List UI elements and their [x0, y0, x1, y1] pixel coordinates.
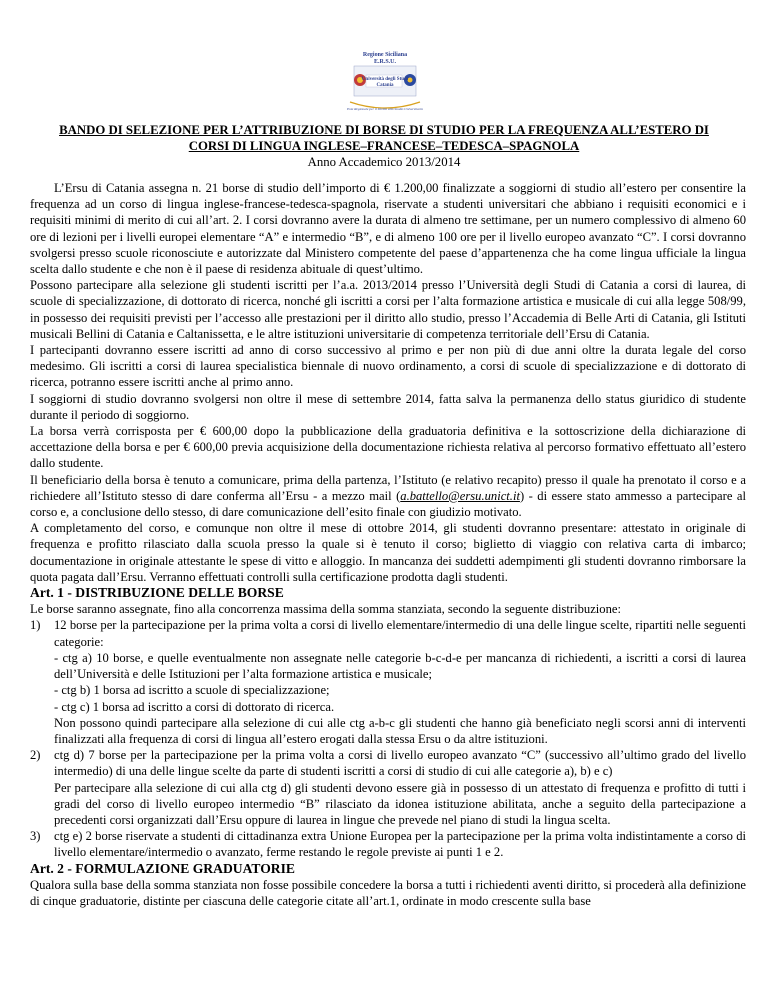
- intro-paragraph-6: [30, 472, 746, 521]
- art2-text: Qualora sulla base della somma stanziata non fosse possibile concedere la borsa a tutti i richiedenti aventi diritto, si procederà alla definizione di cinque graduatorie, distinte per ciascuna delle categorie citate all’art.1, ordinate in modo crescente sulla base: [30, 877, 746, 908]
- art1-title: Art. 1 - DISTRIBUZIONE DELLE BORSE: [30, 585, 284, 601]
- title-line-1: BANDO DI SELEZIONE PER L’ATTRIBUZIONE DI BORSE DI STUDIO PER LA FREQUENZA ALL’ESTERO DI: [59, 123, 709, 137]
- document-body: [30, 180, 746, 909]
- intro-paragraph-3: I partecipanti dovranno essere iscritti ad anno di corso successivo al primo e per non più di due anni oltre la durata legale del corso medesimo. Gli iscritti a corsi di laurea specialistica biennale di nuovo ordinamento, a corsi di scuole di specializzazione e di dottorato di ricerca, potranno essere iscritti anche al primo anno.: [30, 343, 746, 390]
- distribution-item-3: [30, 828, 746, 860]
- item-3-number: 3): [30, 829, 41, 844]
- item-1-text: 12 borse per la partecipazione per la prima volta a corsi di livello elementare/intermedio di una delle lingue scelte, ripartiti nelle seguenti categorie:: [54, 618, 746, 649]
- intro-paragraph-4: I soggiorni di studio dovranno svolgersi non oltre il mese di settembre 2014, fatta salva la permanenza dello status giuridico di studente durante il periodo di soggiorno.: [30, 391, 746, 422]
- logo-line-2: E.R.S.U.: [373, 59, 396, 65]
- ctg-c-text: - ctg c) 1 borsa ad iscritto a corsi di dottorato di ricerca.: [54, 699, 335, 714]
- title-line-2: CORSI DI LINGUA INGLESE–FRANCESE–TEDESCA–SPAGNOLA: [188, 139, 580, 153]
- item-2-note: Per partecipare alla selezione di cui alla ctg d) gli studenti devono essere già in possesso di un attestato di frequenza e profitto di tutti i gradi del corso di livello europeo intermedio “B” rilasciato da idonea istituzione abilitata, anche a seguito della partecipazione a precedenti corsi organizzati dall’Ersu oppure di laurea in lingue che prevede nel piano di studi la lingua scelta.: [54, 780, 746, 827]
- p6-text-before: Il beneficiario della borsa è tenuto a comunicare, prima della partenza, l’Istituto (e relativo recapito) presso il quale ha prenotato il corso e a richiedere all’Istituto stesso di dare conferma all’Ersu - a mezzo mail (: [30, 472, 746, 503]
- item-2-text: ctg d) 7 borse per la partecipazione per la prima volta a corsi di livello europeo avanzato “C” (successivo all’ultimo grado del livello intermedio) di una delle lingue scelte da parte di studenti iscritti a corsi di studio di cui alle categorie a), b) e c): [54, 748, 746, 779]
- distribution-item-2: [30, 747, 746, 828]
- distribution-list: [30, 617, 746, 860]
- academic-year: Anno Accademico 2013/2014: [307, 155, 461, 169]
- ctg-b-text: - ctg b) 1 borsa ad iscritto a scuole di specializzazione;: [54, 683, 330, 698]
- email-link[interactable]: a.battello@ersu.unict.it: [400, 488, 520, 503]
- logo-line-1: Regione Siciliana: [362, 52, 408, 58]
- intro-paragraph-2: Possono partecipare alla selezione gli studenti iscritti per l’a.a. 2013/2014 presso l’Università degli Studi di Catania a corsi di laurea, di scuole di specializzazione, di dottorato di ricerca, nonché gli iscritti a corsi per l’alta formazione artistica e musicale di cui alla legge 508/99, in possesso dei requisiti previsti per l’accesso alle prestazioni per il diritto allo studio, presso l’Accademia di Belle Arti di Catania, gli Istituti musicali Bellini di Catania e Caltanissetta, e le altre istituzioni universitarie di competenza territoriale dell’Ersu di Catania.: [30, 278, 746, 341]
- p6-text-after: ) - di essere stato ammesso a partecipare al corso e, a conclusione dello stesso, di dare comunicazione dell’esito finale con giudizio motivato.: [30, 488, 746, 520]
- item-1-number: 1): [30, 618, 41, 633]
- intro-paragraph-1: L’Ersu di Catania assegna n. 21 borse di studio dell’importo di € 1.200,00 finalizzate a soggiorni di studio all’estero per consentire la frequenza ad un corso di lingua inglese-francese-tedesca-spagnola, riservate a studenti universitari che abbiano i requisiti economici e i requisiti minimi di merito di cui all’art. 2. I corsi dovranno avere la durata di almeno tre settimane, per un numero complessivo di almeno 60 ore di lezioni per i livelli europei elementare “A” e intermedio “B”, e di almeno 100 ore per il livello europeo avanzato “C”. I corsi dovranno svolgersi presso scuole riconosciute e autorizzate dal Ministero competente del paese d’appartenenza che ha come lingua ufficiale la lingua scelta dallo studente e che non è il paese di residenza abituale di quest’ultimo.: [30, 181, 746, 277]
- logo-line-4: Catania: [376, 83, 394, 88]
- distribution-item-1: [30, 617, 746, 747]
- item-2-number: 2): [30, 748, 41, 763]
- intro-paragraph-5: La borsa verrà corrisposta per € 600,00 dopo la pubblicazione della graduatoria definitiva e la sottoscrizione della dichiarazione di accettazione della borsa e per € 600,00 previa acquisizione della documentazione richiesta relativa al percorso formativo effettuato all’estero dallo studente.: [30, 424, 746, 471]
- item-1-note: Non possono quindi partecipare alla selezione di cui alle ctg a-b-c gli studenti che hanno già beneficiato negli scorsi anni di interventi finalizzati alla frequenza di corsi di lingua all’estero erogati dalla stessa Ersu o da altre istituzioni.: [54, 715, 746, 746]
- art1-intro: Le borse saranno assegnate, fino alla concorrenza massima della somma stanziata, secondo la seguente distribuzione:: [30, 602, 621, 617]
- item-3-text: ctg e) 2 borse riservate a studenti di cittadinanza extra Unione Europea per la partecipazione per la prima volta indistintamente a corso di livello elementare/intermedio o avanzato, ferme restando le regole previste ai punti 1 e 2.: [54, 829, 746, 860]
- logo-motto: Ente Regionale per il Diritto allo Studio Universitario: [346, 107, 424, 111]
- logo-line-3: Università degli Studi: [361, 77, 409, 82]
- art2-title: Art. 2 - FORMULAZIONE GRADUATORIE: [30, 860, 295, 876]
- ersu-logo: [340, 36, 430, 116]
- ctg-a-text: - ctg a) 10 borse, e quelle eventualmente non assegnate nelle categorie b-c-d-e per mancanza di richiedenti, a iscritti a corsi di laurea dell’Università e delle Istituzioni per l’alta formazione artistica e musicale;: [54, 650, 746, 682]
- intro-paragraph-7: A completamento del corso, e comunque non oltre il mese di ottobre 2014, gli studenti dovranno presentare: attestato in originale di frequenza e profitto rilasciato dalla scuola presso la quale si è tenuto il corso; biglietto di viaggio con relativa carta di imbarco; documentazione in originale attestante le spese di vitto e alloggio. In mancanza dei suddetti adempimenti gli studenti dovranno rimborsare la quota pagata dall’Ersu. Verranno effettuati controlli sulla certificazione prodotta dagli studenti.: [30, 521, 746, 584]
